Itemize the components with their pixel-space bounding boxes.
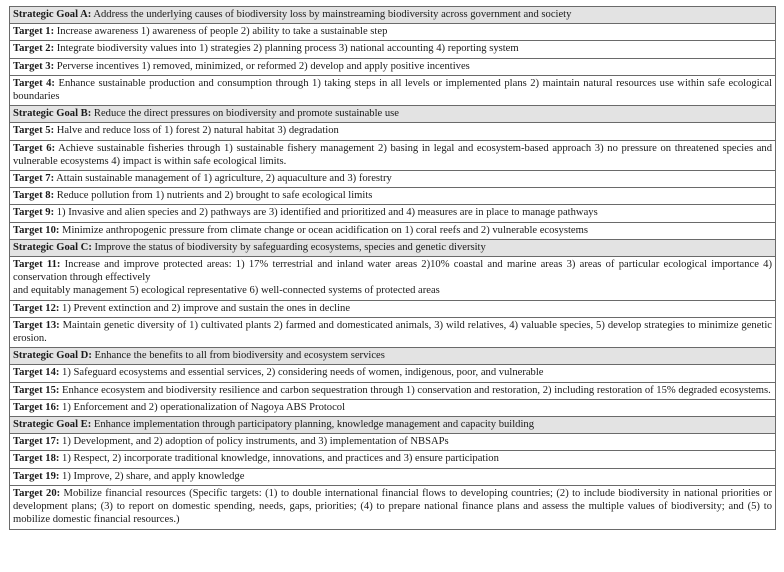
row-label: Target 19: <box>13 470 60 482</box>
target-row-18 <box>10 451 776 468</box>
row-label: Target 5: <box>13 125 55 137</box>
row-text: 1) Enforcement and 2) operationalization of Nagoya ABS Protocol <box>59 401 346 413</box>
table-cell <box>10 58 776 75</box>
row-text: 1) Invasive and alien species and 2) pathways are 3) identified and prioritized and 4) measures are in place to manage pathways <box>54 207 598 219</box>
biodiversity-targets-table <box>9 6 776 530</box>
row-label: Strategic Goal C: <box>13 241 92 253</box>
goal-row-c <box>10 239 776 256</box>
target-row-4 <box>10 75 776 105</box>
row-label: Target 20: <box>13 487 61 499</box>
row-label: Target 17: <box>13 436 60 448</box>
table-cell <box>10 434 776 451</box>
row-label: Target 2: <box>13 43 55 55</box>
target-row-10 <box>10 222 776 239</box>
row-label: Target 14: <box>13 367 60 379</box>
goal-row-d <box>10 348 776 365</box>
table-cell <box>10 485 776 529</box>
row-label: Strategic Goal E: <box>13 419 92 431</box>
row-text: Increase and improve protected areas: 1) 17% terrestrial and inland water areas 2)10% coastal and marine areas 3) areas of particular ecological importance 4) conservation through effectively <box>13 259 772 284</box>
target-row-6 <box>10 140 776 170</box>
row-label: Target 4: <box>13 77 55 89</box>
table-cell <box>10 468 776 485</box>
table-body <box>10 7 776 530</box>
table-cell <box>10 399 776 416</box>
row-label: Target 9: <box>13 207 55 219</box>
row-text: 1) Development, and 2) adoption of policy instruments, and 3) implementation of NBSAPs <box>59 436 449 448</box>
target-row-19 <box>10 468 776 485</box>
table-cell <box>10 451 776 468</box>
row-text: Enhance the benefits to all from biodiversity and ecosystem services <box>91 350 385 362</box>
table-cell <box>10 106 776 123</box>
table-cell <box>10 171 776 188</box>
row-label: Target 16: <box>13 401 60 413</box>
table-cell <box>10 7 776 24</box>
table-cell <box>10 41 776 58</box>
row-text: Halve and reduce loss of 1) forest 2) natural habitat 3) degradation <box>54 125 339 137</box>
row-text: Enhance ecosystem and biodiversity resilience and carbon sequestration through 1) conservation and restoration, 2) including restoration of 15% degraded ecosystems. <box>59 384 771 396</box>
row-text: Increase awareness 1) awareness of people 2) ability to take a sustainable step <box>54 26 388 38</box>
row-text: Achieve sustainable fisheries through 1) sustainable fishery management 2) basing in legal and ecosystem-based approach 3) no pressure on threatened species and vulnerable ecosystems 4) impact is within safe ecological limits. <box>13 142 773 167</box>
row-label: Target 15: <box>13 384 60 396</box>
row-label: Target 13: <box>13 319 60 331</box>
row-text: Maintain genetic diversity of 1) cultivated plants 2) farmed and domesticated animals, 3) wild relatives, 4) valuable species, 5) develop strategies to minimize genetic erosion. <box>13 319 772 345</box>
row-label: Target 8: <box>13 190 55 202</box>
table-cell <box>10 24 776 41</box>
target-row-7 <box>10 171 776 188</box>
row-label: Strategic Goal D: <box>13 350 92 362</box>
table-cell <box>10 205 776 222</box>
row-text: Integrate biodiversity values into 1) strategies 2) planning process 3) national accounting 4) reporting system <box>54 43 519 55</box>
table-cell <box>10 123 776 140</box>
table-cell <box>10 140 776 170</box>
goal-row-b <box>10 106 776 123</box>
row-text: 1) Prevent extinction and 2) improve and sustain the ones in decline <box>59 302 351 314</box>
target-row-8 <box>10 188 776 205</box>
target-row-2 <box>10 41 776 58</box>
table-cell <box>10 348 776 365</box>
target-row-11 <box>10 257 776 301</box>
row-text: Enhance implementation through participatory planning, knowledge management and capacity building <box>91 419 535 431</box>
row-text: 1) Safeguard ecosystems and essential services, 2) considering needs of women, indigenous, poor, and vulnerable <box>59 367 544 379</box>
row-text: Reduce the direct pressures on biodiversity and promote sustainable use <box>91 108 399 120</box>
row-text: Improve the status of biodiversity by safeguarding ecosystems, species and genetic diversity <box>91 241 486 253</box>
table-cell <box>10 75 776 105</box>
row-label: Target 12: <box>13 302 60 314</box>
row-label: Strategic Goal A: <box>13 9 92 20</box>
target-row-5 <box>10 123 776 140</box>
target-row-12 <box>10 300 776 317</box>
target-row-14 <box>10 365 776 382</box>
row-text: Reduce pollution from 1) nutrients and 2) brought to safe ecological limits <box>54 190 373 202</box>
target-row-16 <box>10 399 776 416</box>
row-label: Target 3: <box>13 60 55 72</box>
row-label: Target 11: <box>13 259 61 271</box>
table-cell <box>10 222 776 239</box>
table-cell <box>10 257 776 301</box>
table-cell <box>10 239 776 256</box>
target-row-17 <box>10 434 776 451</box>
target-row-20 <box>10 485 776 529</box>
target-row-1 <box>10 24 776 41</box>
row-label: Strategic Goal B: <box>13 108 92 120</box>
target-row-9 <box>10 205 776 222</box>
target-row-15 <box>10 382 776 399</box>
row-text: Minimize anthropogenic pressure from climate change or ocean acidification on 1) coral reefs and 2) vulnerable ecosystems <box>59 224 588 236</box>
table-cell <box>10 300 776 317</box>
goal-row-e <box>10 417 776 434</box>
table-cell <box>10 365 776 382</box>
table-cell <box>10 188 776 205</box>
row-label: Target 7: <box>13 173 55 185</box>
table-cell <box>10 417 776 434</box>
row-text: Perverse incentives 1) removed, minimized, or reformed 2) develop and apply positive incentives <box>54 60 470 72</box>
row-text-continued: and equitably management 5) ecological representative 6) well-connected systems of protected areas <box>13 285 440 297</box>
row-label: Target 6: <box>13 142 56 154</box>
row-label: Target 1: <box>13 26 55 38</box>
table-cell <box>10 382 776 399</box>
row-label: Target 18: <box>13 453 60 465</box>
row-text: Attain sustainable management of 1) agriculture, 2) aquaculture and 3) forestry <box>54 173 392 185</box>
row-text: Enhance sustainable production and consumption through 1) taking steps in all levels or implemented plans 2) maintain natural resources use within safe ecological boundaries <box>13 77 772 103</box>
row-text: 1) Respect, 2) incorporate traditional knowledge, innovations, and practices and 3) ensure participation <box>59 453 499 465</box>
goal-row-a <box>10 7 776 24</box>
row-text: Mobilize financial resources (Specific targets: (1) to double international financial flows to developing countries; (2) to include biodiversity in national priorities or development plans; (3) to report on domestic spending, needs, gaps, priorities; (4) to prepare national finance plans and assess the multiple values of biodiversity; and (5) to mobilize domestic financial resources.) <box>13 487 772 526</box>
target-row-13 <box>10 317 776 347</box>
row-text: Address the underlying causes of biodiversity loss by mainstreaming biodiversity across government and society <box>91 9 572 20</box>
table-cell <box>10 317 776 347</box>
row-label: Target 10: <box>13 224 60 236</box>
target-row-3 <box>10 58 776 75</box>
row-text: 1) Improve, 2) share, and apply knowledge <box>59 470 245 482</box>
